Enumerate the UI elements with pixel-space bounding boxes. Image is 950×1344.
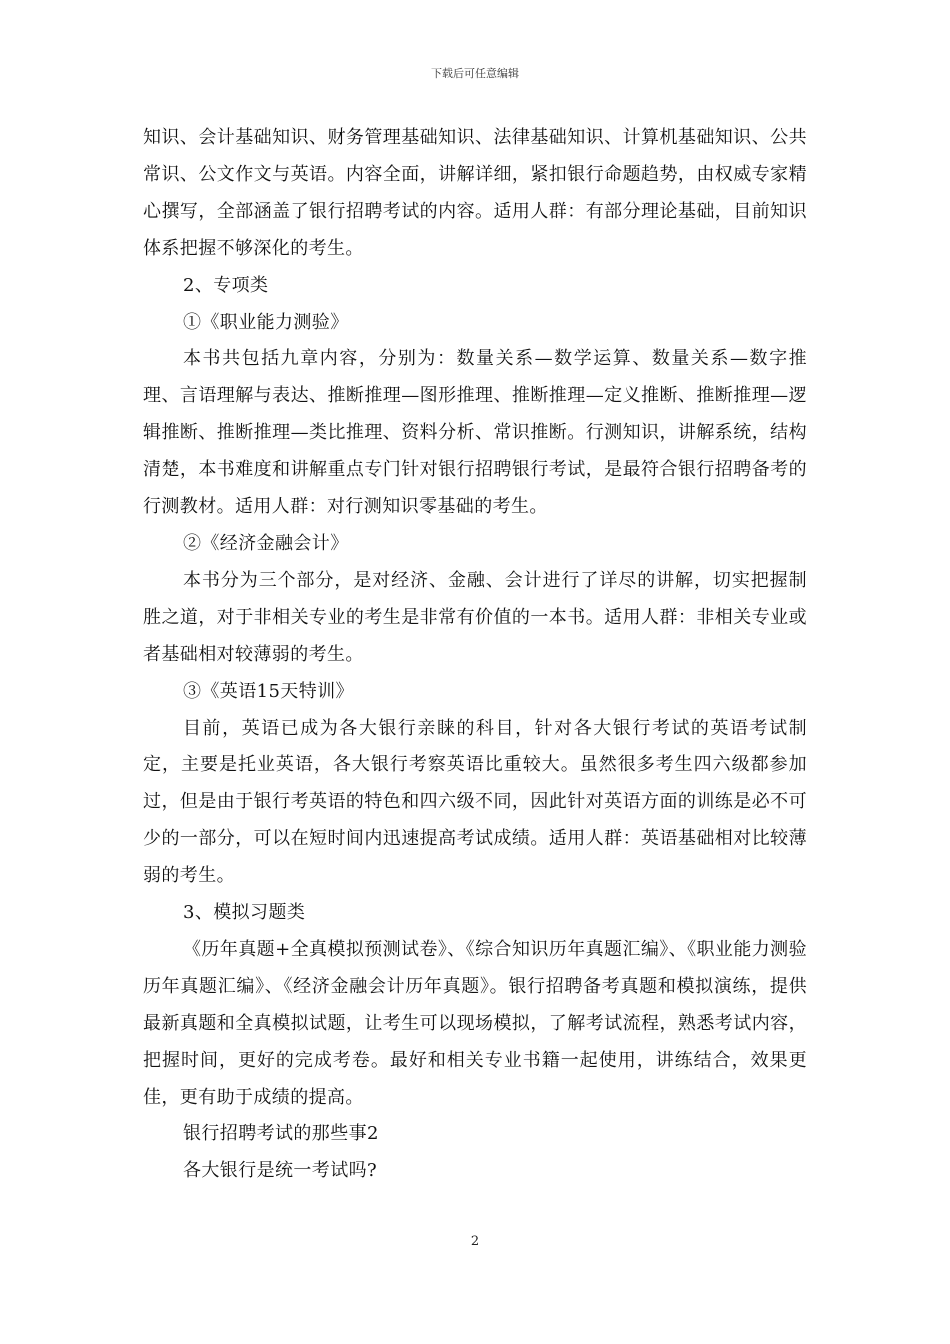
book-title-economics-finance-accounting: ②《经济金融会计》	[183, 532, 349, 554]
page-number: 2	[470, 1234, 480, 1249]
section-heading-mock-exercises: 3、模拟习题类	[183, 902, 306, 924]
paragraph-mock-exercises-description: 《历年真题+全真模拟预测试卷》、《综合知识历年真题汇编》、《职业能力测验历年真题汇编》、《经济金融会计历年真题》。银行招聘备考真题和模拟演练，提供最新真题和全真模拟试题，让考生可以现场模拟，了解考试流程，熟悉考试内容，把握时间，更好的完成考卷。最好和相关专业书籍一起使用，讲练结合，效果更佳，更有助于成绩的提高。	[143, 938, 807, 1108]
book-title-english-15-day: ③《英语15天特训》	[183, 680, 354, 702]
paragraph-english-description: 目前，英语已成为各大银行亲睐的科目，针对各大银行考试的英语考试制定，主要是托业英语，各大银行考察英语比重较大。虽然很多考生四六级都参加过，但是由于银行考英语的特色和四六级不同，因此针对英语方面的训练是必不可少的一部分，可以在短时间内迅速提高考试成绩。适用人群：英语基础相对比较薄弱的考生。	[143, 717, 807, 887]
book-title-career-ability-test: ①《职业能力测验》	[183, 311, 349, 333]
paragraph-continuation: 知识、会计基础知识、财务管理基础知识、法律基础知识、计算机基础知识、公共常识、公文作文与英语。内容全面，讲解详细，紧扣银行命题趋势，由权威专家精心撰写，全部涵盖了银行招聘考试的内容。适用人群：有部分理论基础，目前知识体系把握不够深化的考生。	[143, 127, 807, 259]
page-header: 下载后可任意编辑	[431, 67, 519, 80]
paragraph-unified-exam-question: 各大银行是统一考试吗?	[183, 1160, 378, 1182]
section-heading-special-category: 2、专项类	[183, 274, 269, 296]
paragraph-career-ability-description: 本书共包括九章内容，分别为：数量关系—数学运算、数量关系—数字推理、言语理解与表达、推断推理—图形推理、推断推理—定义推断、推断推理—逻辑推断、推断推理—类比推理、资料分析、常识推断。行测知识，讲解系统，结构清楚，本书难度和讲解重点专门针对银行招聘银行考试，是最符合银行招聘备考的行测教材。适用人群：对行测知识零基础的考生。	[143, 348, 807, 518]
section-heading-bank-exam-matters: 银行招聘考试的那些事2	[183, 1123, 379, 1145]
document-body	[143, 120, 807, 1190]
paragraph-economics-finance-description: 本书分为三个部分，是对经济、金融、会计进行了详尽的讲解，切实把握制胜之道，对于非相关专业的考生是非常有价值的一本书。适用人群：非相关专业或者基础相对较薄弱的考生。	[143, 569, 807, 665]
